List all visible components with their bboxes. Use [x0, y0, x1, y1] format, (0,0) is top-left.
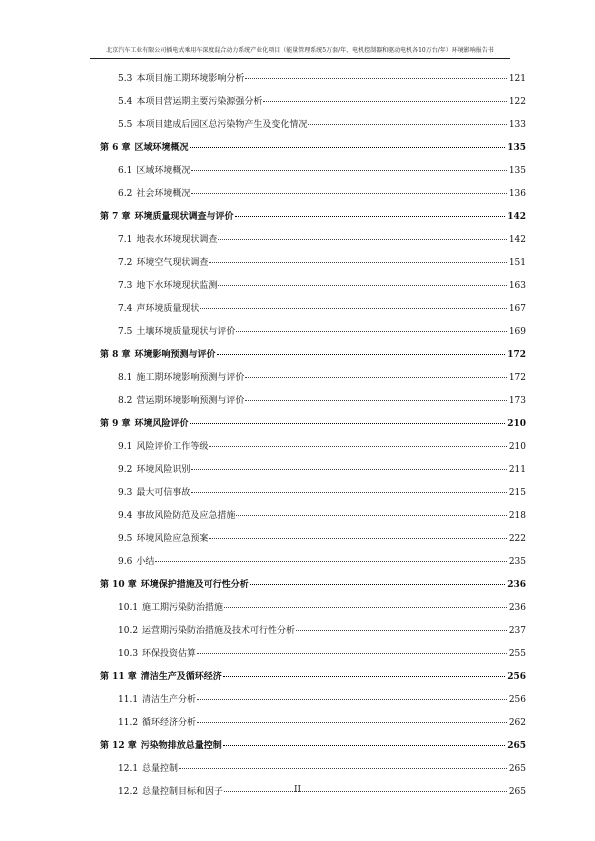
- toc-entry-title: 本项目建成后园区总污染物产生及变化情况: [136, 120, 308, 130]
- toc-entry-number: 7.5: [118, 327, 133, 337]
- toc-entry-title: 风险评价工作等级: [136, 442, 209, 452]
- toc-entry-page: 237: [508, 626, 526, 636]
- toc-dot-leader: [197, 722, 507, 723]
- toc-entry-number: 11.2: [118, 718, 139, 728]
- toc-entry-title: 清洁生产及循环经济: [140, 672, 222, 682]
- toc-entry-title: 最大可信事故: [136, 488, 191, 498]
- toc-entry-page: 142: [508, 235, 526, 245]
- toc-entry-number: 8.1: [118, 373, 133, 383]
- toc-entry-title: 区域环境概况: [134, 143, 189, 153]
- toc-entry-number: 7.3: [118, 281, 133, 291]
- toc-entry-title: 营运期环境影响预测与评价: [136, 396, 245, 406]
- toc-entry-number: 7.4: [118, 304, 133, 314]
- running-header: 北京汽车工业有限公司插电式乘用车深度混合动力系统产业化项目（能量管理系统5万套/年、电机控制器和驱动电机各10万台/年）环境影响报告书: [106, 47, 494, 54]
- toc-entry-number: 12.2: [118, 787, 139, 797]
- toc-dot-leader: [191, 170, 506, 171]
- toc-section-entry[interactable]: [100, 689, 526, 712]
- toc-entry-page: 151: [508, 258, 526, 268]
- toc-section-entry[interactable]: [100, 390, 526, 413]
- toc-dot-leader: [223, 745, 505, 746]
- toc-entry-page: 135: [507, 143, 526, 153]
- toc-section-entry[interactable]: [100, 505, 526, 528]
- toc-entry-title: 清洁生产分析: [142, 695, 197, 705]
- toc-chapter-entry[interactable]: [100, 413, 526, 436]
- toc-entry-number: 12.1: [118, 764, 139, 774]
- toc-chapter-entry[interactable]: [100, 666, 526, 689]
- toc-entry-title: 环境质量现状调查与评价: [134, 212, 234, 222]
- toc-entry-number: 第 12 章: [100, 741, 137, 751]
- toc-entry-title: 环境影响预测与评价: [134, 350, 216, 360]
- toc-entry-number: 第 8 章: [100, 350, 131, 360]
- toc-dot-leader: [235, 216, 506, 217]
- toc-entry-page: 236: [508, 603, 526, 613]
- toc-entry-number: 6.1: [118, 166, 133, 176]
- toc-chapter-entry[interactable]: [100, 735, 526, 758]
- toc-entry-number: 7.1: [118, 235, 133, 245]
- toc-entry-page: 255: [508, 649, 526, 659]
- toc-chapter-entry[interactable]: [100, 574, 526, 597]
- toc-entry-title: 社会环境概况: [136, 189, 191, 199]
- toc-dot-leader: [200, 308, 506, 309]
- toc-entry-page: 235: [508, 557, 526, 567]
- toc-entry-title: 环境风险识别: [136, 465, 191, 475]
- toc-entry-page: 169: [508, 327, 526, 337]
- toc-section-entry[interactable]: [100, 597, 526, 620]
- toc-section-entry[interactable]: [100, 528, 526, 551]
- toc-dot-leader: [263, 101, 506, 102]
- toc-entry-page: 122: [508, 97, 526, 107]
- toc-dot-leader: [197, 699, 507, 700]
- toc-entry-title: 施工期污染防治措施: [142, 603, 224, 613]
- toc-chapter-entry[interactable]: [100, 137, 526, 160]
- toc-dot-leader: [179, 768, 507, 769]
- toc-section-entry[interactable]: [100, 367, 526, 390]
- toc-entry-number: 5.5: [118, 120, 133, 130]
- toc-dot-leader: [224, 607, 507, 608]
- toc-dot-leader: [209, 446, 506, 447]
- toc-dot-leader: [197, 653, 507, 654]
- toc-dot-leader: [218, 285, 506, 286]
- toc-section-entry[interactable]: [100, 160, 526, 183]
- toc-entry-title: 环保投资估算: [142, 649, 197, 659]
- toc-entry-number: 9.3: [118, 488, 133, 498]
- toc-entry-title: 地下水环境现状监测: [136, 281, 218, 291]
- toc-dot-leader: [217, 354, 506, 355]
- toc-entry-title: 小结: [136, 557, 155, 567]
- page-number: II: [293, 785, 302, 795]
- toc-dot-leader: [245, 78, 506, 79]
- toc-dot-leader: [191, 492, 506, 493]
- toc-entry-title: 总量控制: [142, 764, 179, 774]
- toc-entry-number: 7.2: [118, 258, 133, 268]
- toc-entry-number: 9.5: [118, 534, 133, 544]
- toc-dot-leader: [236, 515, 506, 516]
- toc-entry-page: 163: [508, 281, 526, 291]
- toc-entry-page: 210: [507, 419, 526, 429]
- toc-entry-title: 环境空气现状调查: [136, 258, 209, 268]
- toc-entry-page: 215: [508, 488, 526, 498]
- toc-chapter-entry[interactable]: [100, 206, 526, 229]
- toc-entry-title: 本项目施工期环境影响分析: [136, 74, 245, 84]
- toc-entry-number: 9.6: [118, 557, 133, 567]
- toc-entry-number: 5.3: [118, 74, 133, 84]
- toc-entry-number: 10.3: [118, 649, 139, 659]
- toc-dot-leader: [308, 124, 506, 125]
- toc-entry-number: 11.1: [118, 695, 139, 705]
- toc-dot-leader: [250, 584, 505, 585]
- toc-entry-page: 256: [507, 672, 526, 682]
- toc-section-entry[interactable]: [100, 275, 526, 298]
- toc-section-entry[interactable]: [100, 68, 526, 91]
- toc-entry-page: 211: [508, 465, 526, 475]
- toc-dot-leader: [155, 561, 506, 562]
- toc-entry-page: 236: [507, 580, 526, 590]
- toc-section-entry[interactable]: [100, 229, 526, 252]
- toc-dot-leader: [209, 538, 506, 539]
- toc-dot-leader: [245, 377, 506, 378]
- toc-entry-title: 总量控制目标和因子: [142, 787, 224, 797]
- toc-entry-page: 265: [508, 787, 526, 797]
- toc-entry-title: 本项目营运期主要污染源强分析: [136, 97, 263, 107]
- toc-section-entry[interactable]: [100, 298, 526, 321]
- toc-entry-page: 142: [507, 212, 526, 222]
- toc-entry-page: 222: [508, 534, 526, 544]
- toc-entry-page: 133: [508, 120, 526, 130]
- toc-section-entry[interactable]: [100, 551, 526, 574]
- toc-entry-page: 218: [508, 511, 526, 521]
- toc-entry-title: 土壤环境质量现状与评价: [136, 327, 236, 337]
- toc-dot-leader: [296, 630, 507, 631]
- toc-entry-number: 10.2: [118, 626, 139, 636]
- toc-section-entry[interactable]: [100, 183, 526, 206]
- toc-entry-title: 循环经济分析: [142, 718, 197, 728]
- toc-entry-title: 区域环境概况: [136, 166, 191, 176]
- toc-entry-number: 8.2: [118, 396, 133, 406]
- toc-entry-number: 10.1: [118, 603, 139, 613]
- toc-dot-leader: [236, 331, 506, 332]
- toc-entry-number: 9.1: [118, 442, 133, 452]
- toc-section-entry[interactable]: [100, 91, 526, 114]
- toc-dot-leader: [190, 147, 506, 148]
- toc-entry-page: 172: [508, 373, 526, 383]
- toc-dot-leader: [190, 423, 506, 424]
- toc-section-entry[interactable]: [100, 436, 526, 459]
- toc-entry-number: 9.2: [118, 465, 133, 475]
- toc-entry-page: 256: [508, 695, 526, 705]
- toc-chapter-entry[interactable]: [100, 344, 526, 367]
- toc-section-entry[interactable]: [100, 620, 526, 643]
- toc-entry-title: 运营期污染防治措施及技术可行性分析: [142, 626, 296, 636]
- toc-entry-page: 262: [508, 718, 526, 728]
- toc-section-entry[interactable]: [100, 114, 526, 137]
- toc-entry-number: 第 10 章: [100, 580, 137, 590]
- toc-entry-page: 172: [507, 350, 526, 360]
- toc-entry-title: 声环境质量现状: [136, 304, 200, 314]
- toc-entry-title: 污染物排放总量控制: [140, 741, 222, 751]
- toc-entry-title: 环境保护措施及可行性分析: [140, 580, 249, 590]
- toc-section-entry[interactable]: [100, 321, 526, 344]
- table-of-contents: [100, 68, 526, 804]
- header-rule: [90, 58, 510, 59]
- toc-entry-page: 173: [508, 396, 526, 406]
- toc-dot-leader: [191, 193, 506, 194]
- toc-entry-page: 121: [508, 74, 526, 84]
- toc-entry-title: 环境风险评价: [134, 419, 189, 429]
- toc-entry-page: 136: [508, 189, 526, 199]
- toc-entry-number: 6.2: [118, 189, 133, 199]
- toc-dot-leader: [209, 262, 506, 263]
- toc-section-entry[interactable]: [100, 712, 526, 735]
- toc-dot-leader: [191, 469, 506, 470]
- toc-section-entry[interactable]: [100, 482, 526, 505]
- toc-entry-number: 第 6 章: [100, 143, 131, 153]
- toc-section-entry[interactable]: [100, 643, 526, 666]
- toc-entry-number: 5.4: [118, 97, 133, 107]
- toc-entry-page: 135: [508, 166, 526, 176]
- toc-dot-leader: [218, 239, 506, 240]
- toc-entry-page: 265: [507, 741, 526, 751]
- toc-section-entry[interactable]: [100, 758, 526, 781]
- toc-entry-title: 环境风险应急预案: [136, 534, 209, 544]
- toc-entry-title: 事故风险防范及应急措施: [136, 511, 236, 521]
- toc-entry-title: 施工期环境影响预测与评价: [136, 373, 245, 383]
- toc-section-entry[interactable]: [100, 459, 526, 482]
- toc-dot-leader: [223, 676, 505, 677]
- toc-entry-page: 210: [508, 442, 526, 452]
- toc-entry-number: 9.4: [118, 511, 133, 521]
- toc-section-entry[interactable]: [100, 252, 526, 275]
- toc-entry-page: 167: [508, 304, 526, 314]
- toc-entry-number: 第 11 章: [100, 672, 137, 682]
- toc-dot-leader: [245, 400, 506, 401]
- toc-entry-title: 地表水环境现状调查: [136, 235, 218, 245]
- toc-entry-page: 265: [508, 764, 526, 774]
- toc-entry-number: 第 9 章: [100, 419, 131, 429]
- toc-entry-number: 第 7 章: [100, 212, 131, 222]
